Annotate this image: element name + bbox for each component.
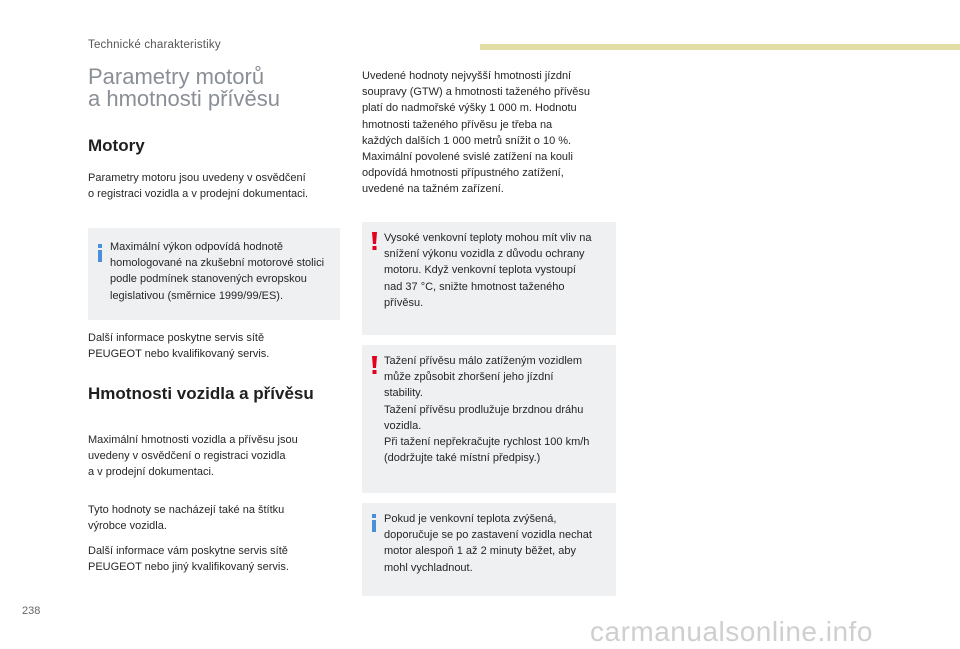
text-line: (dodržujte také místní předpisy.) <box>384 452 541 465</box>
text-line: Uvedené hodnoty nejvyšší hmotnosti jízdní <box>362 70 572 82</box>
text-line: uvedeny v osvědčení o registraci vozidla <box>88 450 286 463</box>
warning-box-temperature <box>362 222 616 335</box>
text-line: Maximální hmotnosti vozidla a přívěsu jsou <box>88 434 298 446</box>
text-line: homologované na zkušební motorové stolici <box>110 257 325 270</box>
text-line: motoru. Když venkovní teplota vystoupí <box>384 264 576 277</box>
text-line: každých dalších 1 000 metrů snížit o 10 %. <box>362 134 572 147</box>
page-title <box>88 66 358 110</box>
text-line: a v prodejní dokumentaci. <box>88 466 214 479</box>
header-rule <box>480 44 960 50</box>
text-line: PEUGEOT nebo jiný kvalifikovaný servis. <box>88 561 289 574</box>
hmotnosti-p2 <box>88 502 284 534</box>
text-line: Vysoké venkovní teploty mohou mít vliv na <box>384 232 592 244</box>
heading-hmotnosti: Hmotnosti vozidla a přívěsu <box>88 384 314 403</box>
section-label: Technické charakteristiky <box>88 39 221 51</box>
text-line: hmotnosti taženého přívěsu je třeba na <box>362 118 553 131</box>
text-line: stability. <box>384 387 423 400</box>
text-line: Při tažení nepřekračujte rychlost 100 km/h <box>384 436 590 449</box>
info-box-engine-cooling <box>362 503 616 596</box>
text-line: Parametry motoru jsou uvedeny v osvědčení <box>88 172 306 184</box>
warning-icon <box>366 354 386 376</box>
text-line: Tažení přívěsu málo zatíženým vozidlem <box>384 355 583 367</box>
text-line: legislativou (směrnice 1999/99/ES). <box>110 289 284 302</box>
text-line: platí do nadmořské výšky 1 000 m. Hodnotu <box>362 102 577 115</box>
text-line: mohl vychladnout. <box>384 561 473 574</box>
info-icon <box>366 512 386 534</box>
page-title-line-1: Parametry motorů <box>88 64 265 89</box>
info-box-max-power <box>88 228 340 320</box>
warning-box-towing <box>362 345 616 493</box>
heading-motory: Motory <box>88 136 145 155</box>
text-line: Další informace vám poskytne servis sítě <box>88 545 288 557</box>
text-line: doporučuje se po zastavení vozidla nechat <box>384 529 592 542</box>
text-line: snížení výkonu vozidla z důvodu ochrany <box>384 248 585 261</box>
text-line: Maximální výkon odpovídá hodnotě <box>110 241 284 253</box>
page-title-line-2: a hmotnosti přívěsu <box>88 86 280 111</box>
text-line: PEUGEOT nebo kvalifikovaný servis. <box>88 348 270 361</box>
text-line: Tyto hodnoty se nacházejí také na štítku <box>88 504 285 516</box>
hmotnosti-p3 <box>88 543 289 575</box>
text-line: odpovídá hmotnosti přípustného zatížení, <box>362 167 564 180</box>
text-line: nad 37 °C, snižte hmotnost taženého <box>384 280 565 293</box>
hmotnosti-p1 <box>88 432 298 481</box>
warning-icon <box>366 230 386 252</box>
text-line: podle podmínek stanovených evropskou <box>110 273 307 286</box>
motory-intro <box>88 170 308 202</box>
motory-more-info <box>88 330 269 362</box>
text-line: soupravy (GTW) a hmotnosti taženého přívěsu <box>362 86 591 99</box>
text-line: vozidla. <box>384 419 422 432</box>
gtw-paragraph <box>362 68 590 198</box>
text-line: Pokud je venkovní teplota zvýšená, <box>384 513 557 525</box>
text-line: o registraci vozidla a v prodejní dokumentaci. <box>88 188 309 201</box>
text-line: Tažení přívěsu prodlužuje brzdnou dráhu <box>384 403 584 416</box>
text-line: uvedené na tažném zařízení. <box>362 183 504 196</box>
text-line: Další informace poskytne servis sítě <box>88 332 265 344</box>
page-number: 238 <box>22 605 41 617</box>
info-icon <box>92 242 112 264</box>
text-line: přívěsu. <box>384 296 424 309</box>
watermark: carmanualsonline.info <box>590 616 873 647</box>
text-line: může způsobit zhoršení jeho jízdní <box>384 371 554 384</box>
text-line: Maximální povolené svislé zatížení na kouli <box>362 151 573 164</box>
text-line: výrobce vozidla. <box>88 520 167 533</box>
text-line: motor alespoň 1 až 2 minuty běžet, aby <box>384 545 576 558</box>
